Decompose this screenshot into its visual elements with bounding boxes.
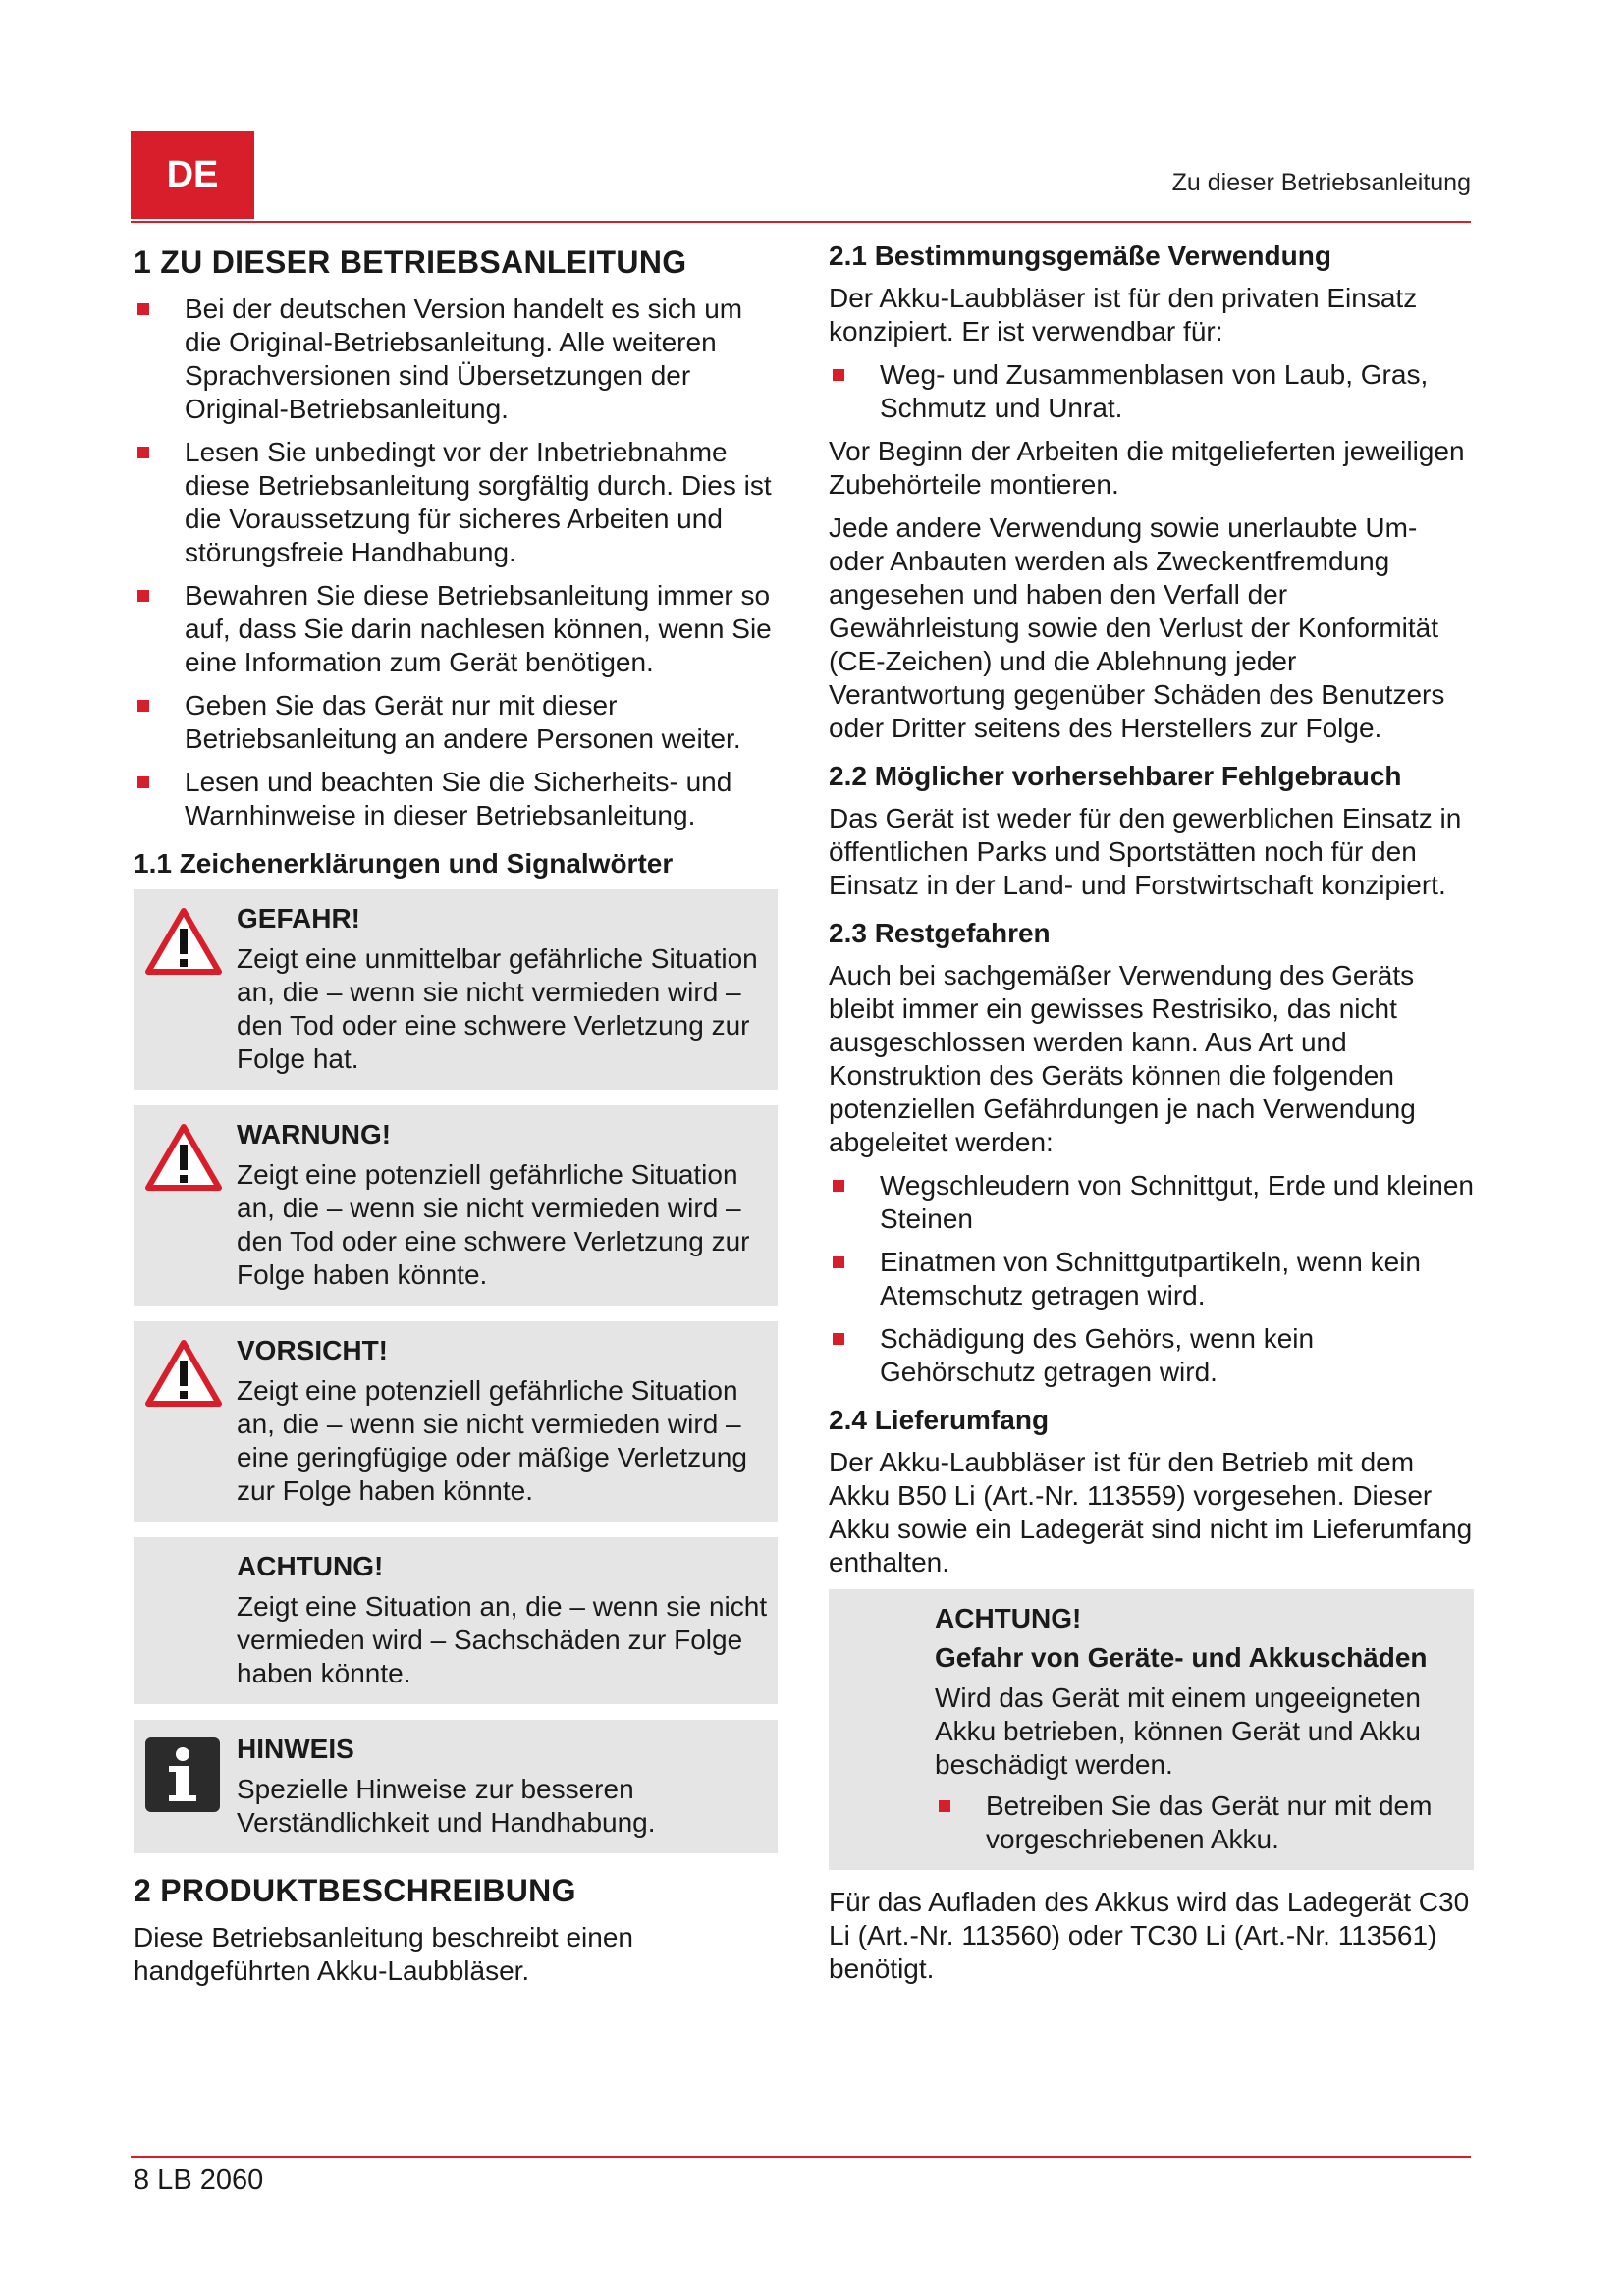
battery-notice-subtitle: Gefahr von Geräte- und Akkuschäden bbox=[935, 1642, 1428, 1673]
section-1-list bbox=[134, 293, 778, 832]
language-tab: DE bbox=[131, 131, 254, 219]
battery-notice-title: ACHTUNG! bbox=[935, 1603, 1082, 1633]
section-2-text: Diese Betriebsanleitung beschreibt einen handgeführten Akku-Laubbläser. bbox=[134, 1922, 633, 1986]
list-item: Bei der deutschen Version handelt es sich um die Original-Betriebsanleitung. Alle weiteren Sprachversionen sind Übersetzungen der Original-Betriebsanleitung. bbox=[134, 293, 778, 426]
list-item: Geben Sie das Gerät nur mit dieser Betriebsanleitung an andere Personen weiter. bbox=[134, 689, 778, 756]
warning-triangle-icon bbox=[145, 907, 222, 976]
section-2-2-text: Das Gerät ist weder für den gewerblichen Einsatz in öffentlichen Parks und Sportstätten noch für den Einsatz in der Land- und Forstwirtschaft konzipiert. bbox=[829, 803, 1462, 900]
warning-text: Zeigt eine potenziell gefährliche Situation an, die – wenn sie nicht vermieden wird – den Tod oder eine schwere Verletzung zur Folge haben könnte. bbox=[237, 1159, 750, 1290]
list-item: Betreiben Sie das Gerät nur mit dem vorgeschriebenen Akku. bbox=[935, 1789, 1464, 1856]
section-2-1-intro: Der Akku-Laubbläser ist für den privaten Einsatz konzipiert. Er ist verwendbar für: bbox=[829, 283, 1418, 347]
list-item: Bewahren Sie diese Betriebsanleitung immer so auf, dass Sie darin nachlesen können, wenn Sie eine Information zum Gerät benötigen. bbox=[134, 579, 778, 679]
header-rule bbox=[131, 221, 1471, 223]
footer-rule bbox=[131, 2156, 1471, 2158]
battery-notice-list bbox=[935, 1789, 1464, 1856]
section-2-1-list bbox=[829, 358, 1474, 425]
section-2-3-text: Auch bei sachgemäßer Verwendung des Geräts bleibt immer ein gewisses Restrisiko, das nicht ausgeschlossen werden kann. Aus Art und Konstruktion des Geräts können die folgenden potenziellen Gefährdungen je nach Verwendung abgeleitet werden: bbox=[829, 960, 1416, 1157]
page-number: 8 LB 2060 bbox=[134, 2164, 264, 2196]
section-2-1-title: 2.1 Bestimmungsgemäße Verwendung bbox=[829, 240, 1331, 271]
info-box bbox=[134, 1720, 778, 1853]
caution-text: Zeigt eine potenziell gefährliche Situation an, die – wenn sie nicht vermieden wird – eine geringfügige oder mäßige Verletzung zur Folge haben könnte. bbox=[237, 1375, 747, 1506]
info-text: Spezielle Hinweise zur besseren Verständlichkeit und Handhabung. bbox=[237, 1774, 656, 1838]
warning-triangle-icon bbox=[145, 1339, 222, 1408]
section-2-title: 2 PRODUKTBESCHREIBUNG bbox=[134, 1873, 576, 1908]
notice-text: Zeigt eine Situation an, die – wenn sie nicht vermieden wird – Sachschäden zur Folge haben könnte. bbox=[237, 1591, 768, 1688]
danger-title: GEFAHR! bbox=[237, 903, 360, 934]
warning-title: WARNUNG! bbox=[237, 1119, 392, 1149]
notice-title: ACHTUNG! bbox=[237, 1551, 384, 1581]
danger-box bbox=[134, 889, 778, 1090]
battery-notice-text: Wird das Gerät mit einem ungeeigneten Akku betrieben, können Gerät und Akku beschädigt werden. bbox=[935, 1682, 1421, 1780]
info-title: HINWEIS bbox=[237, 1734, 354, 1764]
list-item: Lesen Sie unbedingt vor der Inbetriebnahme diese Betriebsanleitung sorgfältig durch. Dies ist die Voraussetzung für sicheres Arbeiten und störungsfreie Handhabung. bbox=[134, 436, 778, 569]
caution-title: VORSICHT! bbox=[237, 1335, 388, 1365]
section-2-4-text: Der Akku-Laubbläser ist für den Betrieb mit dem Akku B50 Li (Art.-Nr. 113559) vorgesehen. Dieser Akku sowie ein Ladegerät sind nicht im Lieferumfang enthalten. bbox=[829, 1447, 1473, 1577]
section-2-3-title: 2.3 Restgefahren bbox=[829, 918, 1051, 948]
list-item: Weg- und Zusammenblasen von Laub, Gras, Schmutz und Unrat. bbox=[829, 358, 1474, 425]
section-2-1-para-2: Vor Beginn der Arbeiten die mitgelieferten jeweiligen Zubehörteile montieren. bbox=[829, 436, 1465, 500]
section-2-3-list bbox=[829, 1169, 1474, 1389]
caution-box bbox=[134, 1321, 778, 1522]
section-2-1-para-3: Jede andere Verwendung sowie unerlaubte Um- oder Anbauten werden als Zweckentfremdung angesehen und haben den Verfall der Gewährleistung sowie den Verlust der Konformität (CE-Zeichen) und die Ablehnung jeder Verantwortung gegenüber Schäden des Benutzers oder Dritter seitens des Herstellers zur Folge. bbox=[829, 512, 1445, 743]
list-item: Schädigung des Gehörs, wenn kein Gehörschutz getragen wird. bbox=[829, 1322, 1474, 1389]
warning-triangle-icon bbox=[145, 1123, 222, 1192]
section-1-title: 1 ZU DIESER BETRIEBSANLEITUNG bbox=[134, 244, 687, 280]
left-column bbox=[134, 240, 778, 1998]
list-item: Lesen und beachten Sie die Sicherheits- und Warnhinweise in dieser Betriebsanleitung. bbox=[134, 766, 778, 832]
battery-notice-box bbox=[829, 1589, 1474, 1870]
info-icon bbox=[145, 1737, 220, 1812]
list-item: Wegschleudern von Schnittgut, Erde und kleinen Steinen bbox=[829, 1169, 1474, 1236]
warning-box bbox=[134, 1105, 778, 1306]
section-1-1-title: 1.1 Zeichenerklärungen und Signalwörter bbox=[134, 848, 674, 879]
section-2-2-title: 2.2 Möglicher vorhersehbarer Fehlgebrauch bbox=[829, 761, 1402, 791]
running-title: Zu dieser Betriebsanleitung bbox=[1171, 169, 1471, 196]
section-2-4-closing: Für das Aufladen des Akkus wird das Ladegerät C30 Li (Art.-Nr. 113560) oder TC30 Li (Art.-Nr. 113561) benötigt. bbox=[829, 1887, 1470, 1984]
notice-box bbox=[134, 1537, 778, 1704]
right-column bbox=[829, 240, 1474, 1996]
danger-text: Zeigt eine unmittelbar gefährliche Situation an, die – wenn sie nicht vermieden wird – den Tod oder eine schwere Verletzung zur Folge hat. bbox=[237, 943, 758, 1074]
section-2-4-title: 2.4 Lieferumfang bbox=[829, 1405, 1050, 1435]
list-item: Einatmen von Schnittgutpartikeln, wenn kein Atemschutz getragen wird. bbox=[829, 1246, 1474, 1312]
